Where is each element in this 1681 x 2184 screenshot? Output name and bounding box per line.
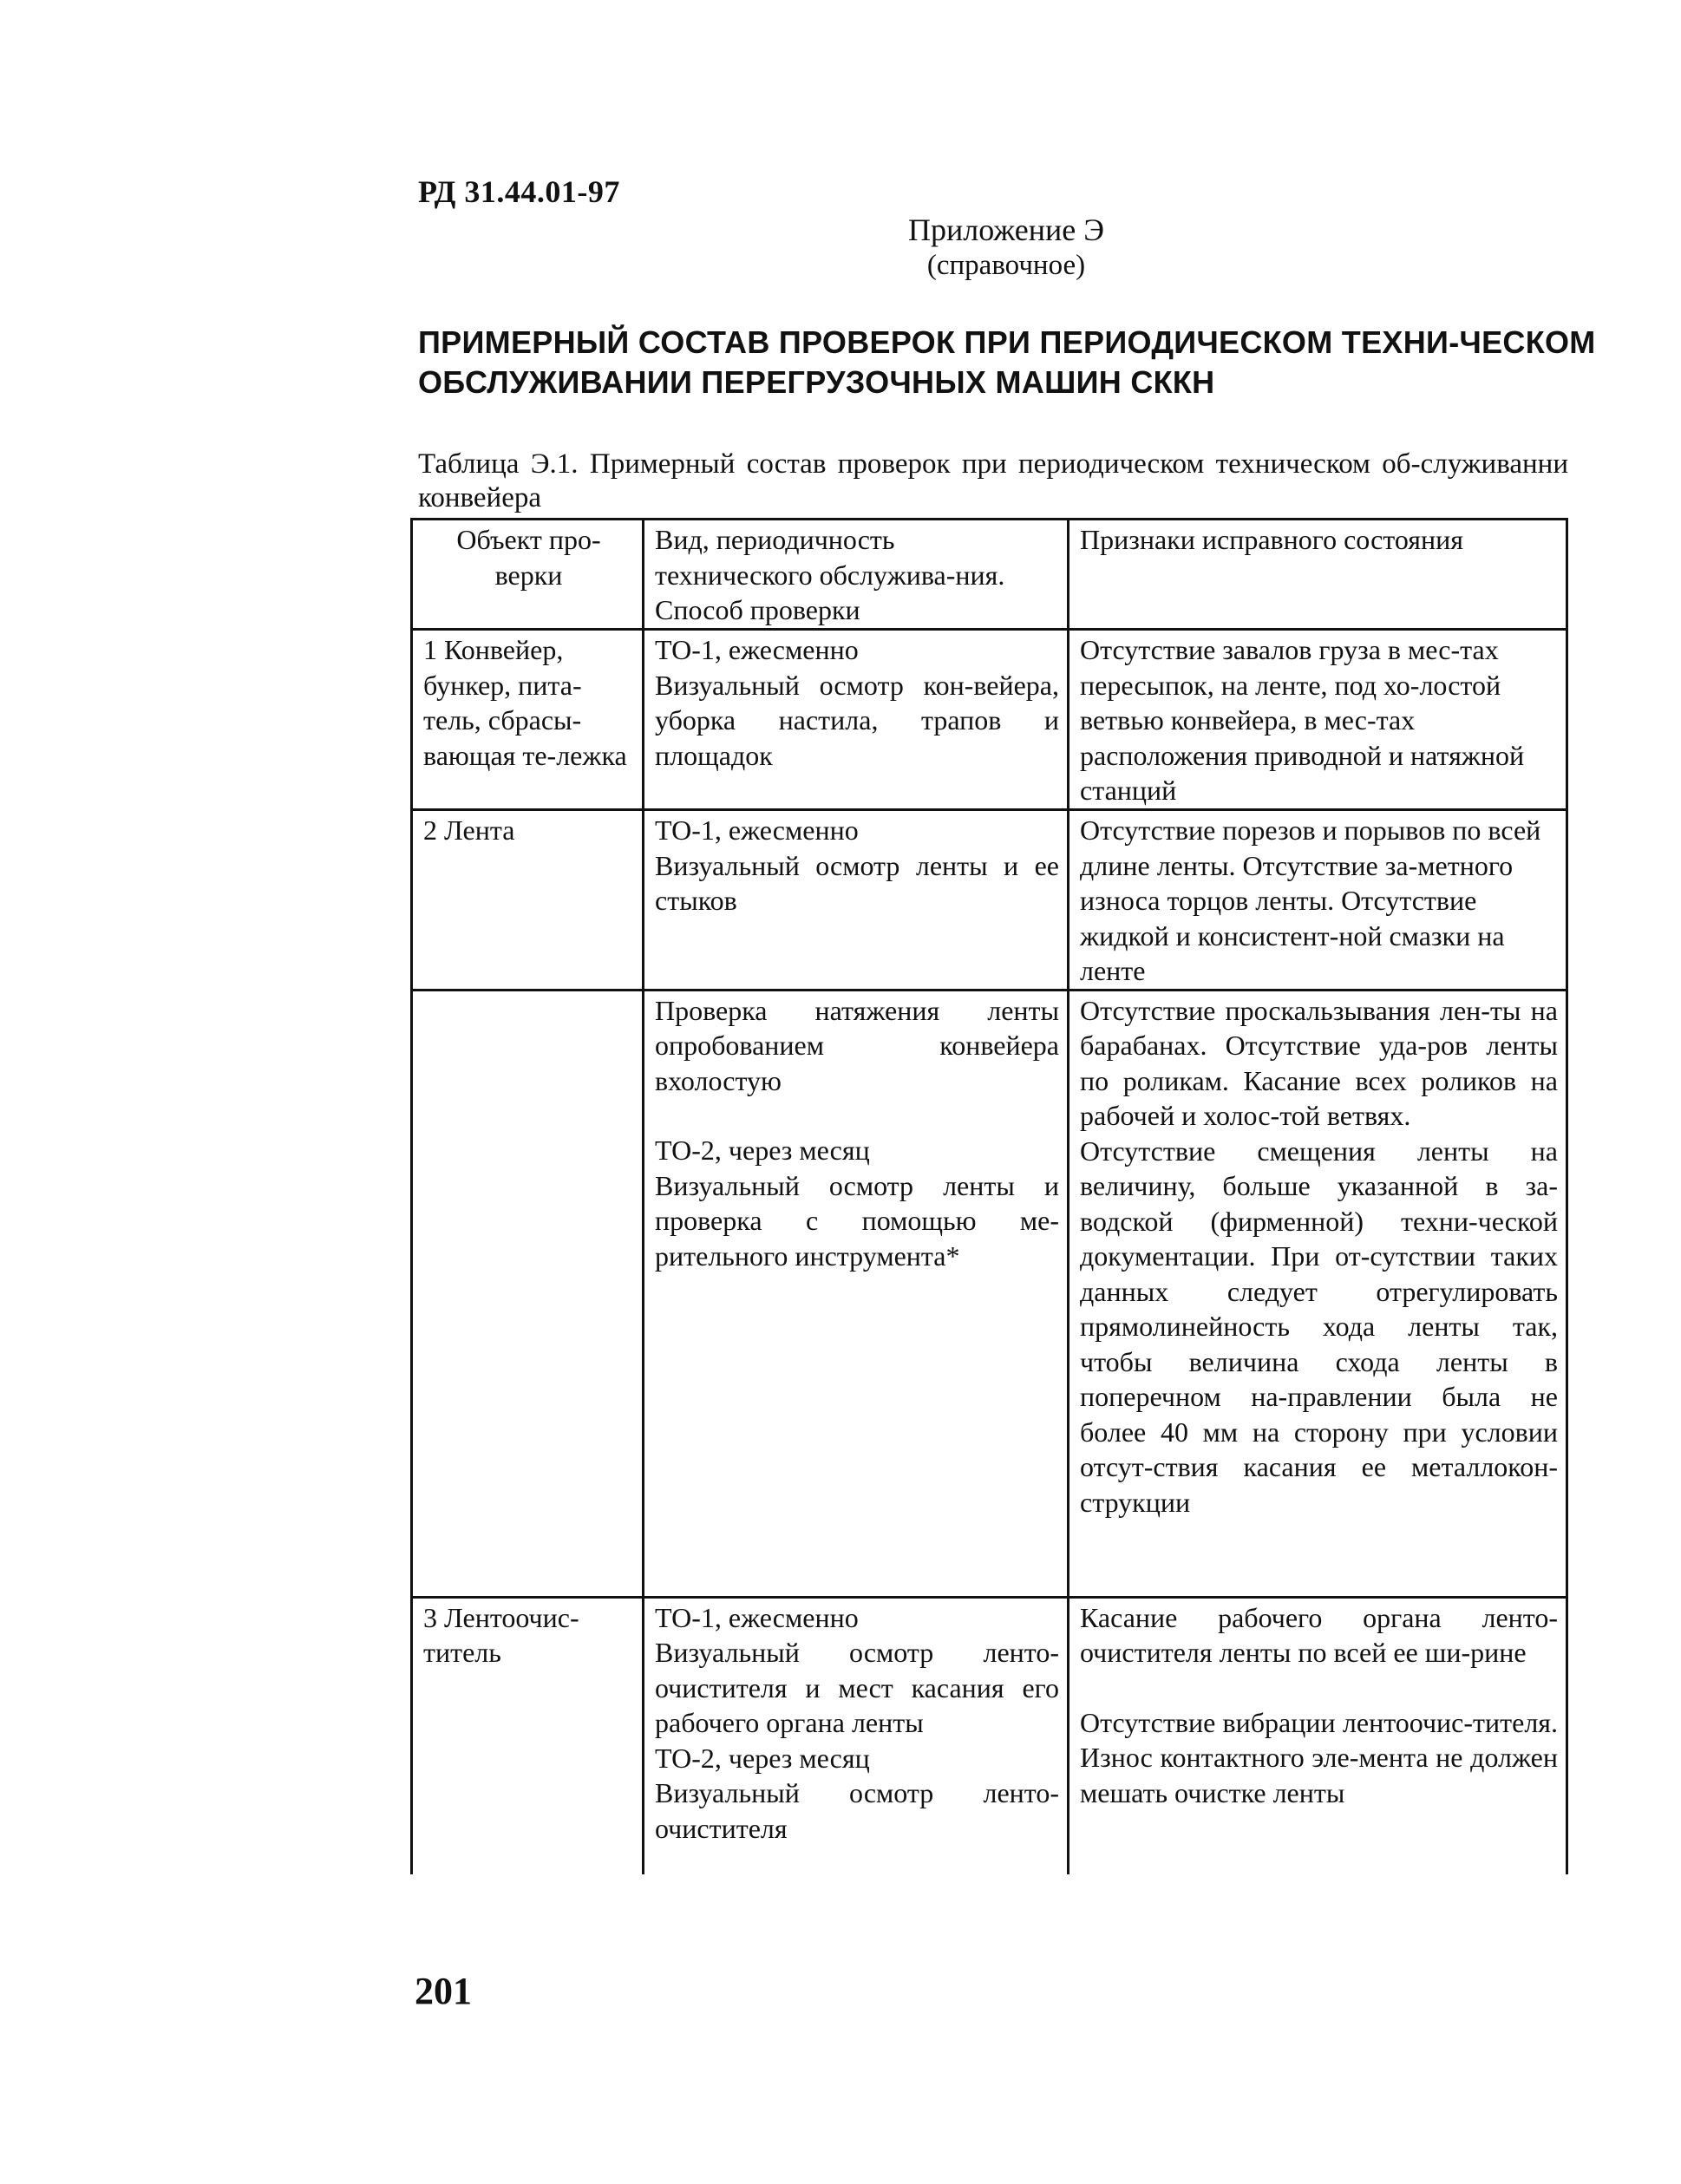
inspection-table bbox=[410, 518, 1568, 1874]
table-row bbox=[412, 630, 1567, 810]
table-row bbox=[412, 810, 1567, 991]
row-4-signs bbox=[1069, 1597, 1567, 1874]
page-title: ПРИМЕРНЫЙ СОСТАВ ПРОВЕРОК ПРИ ПЕРИОДИЧЕСКОМ ТЕХНИ-ЧЕСКОМ ОБСЛУЖИВАНИИ ПЕРЕГРУЗОЧНЫХ МАШИН СККН bbox=[418, 324, 1596, 400]
row-1-period: ТО-1, ежесменно bbox=[655, 634, 859, 665]
row-3-method: Проверка натяжения ленты опробованием конвейера вхолостую bbox=[655, 994, 1059, 1096]
row-3-spacer bbox=[655, 1098, 1059, 1133]
row-3-kind bbox=[644, 990, 1069, 1597]
row-4-signs-2: Отсутствие вибрации лентоочис-тителя. Износ контактного эле-мента не должен мешать очистке ленты bbox=[1080, 1706, 1558, 1808]
row-2-object: 2 Лента bbox=[412, 810, 644, 991]
header-signs: Признаки исправного состояния bbox=[1069, 520, 1567, 630]
row-3-method-2: Визуальный осмотр ленты и проверка с помощью ме-рительного инструмента* bbox=[655, 1169, 1059, 1272]
row-2-period: ТО-1, ежесменно bbox=[655, 814, 859, 846]
row-4-kind bbox=[644, 1597, 1069, 1874]
row-2-signs: Отсутствие порезов и порывов по всей длине ленты. Отсутствие за-метного износа торцов ленты. Отсутствие жидкой и консистент-ной смазки на ленте bbox=[1069, 810, 1567, 991]
row-3-period-2: ТО-2, через месяц bbox=[655, 1135, 870, 1166]
row-3-signs bbox=[1069, 990, 1567, 1597]
row-1-object: 1 Конвейер, бункер, пита-тель, сбрасы-вающая те-лежка bbox=[412, 630, 644, 810]
row-4-signs-1: Касание рабочего органа ленто-очистителя ленты по всей ее ши-рине bbox=[1080, 1601, 1558, 1668]
row-4-period-2: ТО-2, через месяц bbox=[655, 1742, 870, 1774]
table-caption: Таблица Э.1. Примерный состав проверок при периодическом техническом об-служиванни конвейера bbox=[418, 448, 1568, 513]
row-4-spacer bbox=[1080, 1671, 1558, 1705]
appendix-kind: (справочное) bbox=[926, 250, 1086, 281]
appendix-title: Приложение Э bbox=[908, 213, 1104, 247]
document-code: РД 31.44.01-97 bbox=[418, 174, 620, 209]
row-2-kind bbox=[644, 810, 1069, 991]
header-kind: Вид, периодичность технического обслужива-ния. Способ проверки bbox=[644, 520, 1069, 630]
row-4-period: ТО-1, ежесменно bbox=[655, 1601, 859, 1633]
row-4-method-2: Визуальный осмотр ленто-очистителя bbox=[655, 1777, 1059, 1844]
row-3-signs-2: Отсутствие смещения ленты на величину, больше указанной в за-водской (фирменной) техни-ческой документации. При от-сутствии таких данных следует отрегулировать прямолинейность хода ленты так, чтобы величина схода ленты в поперечном на-правлении была не более 40 мм на сторону при условии отсут-ствия касания ее металлокон-струкции bbox=[1080, 1135, 1558, 1518]
page-number: 201 bbox=[415, 1970, 472, 2012]
table-header-row bbox=[412, 520, 1567, 630]
row-4-method: Визуальный осмотр ленто-очистителя и мест касания его рабочего органа ленты bbox=[655, 1637, 1059, 1738]
row-4-object: 3 Лентоочис-титель bbox=[412, 1597, 644, 1874]
table-row bbox=[412, 990, 1567, 1597]
row-1-method: Визуальный осмотр кон-вейера, уборка настила, трапов и площадок bbox=[655, 669, 1059, 771]
row-3-object bbox=[412, 990, 644, 1597]
row-1-kind bbox=[644, 630, 1069, 810]
table-row bbox=[412, 1597, 1567, 1874]
header-object: Объект про-верки bbox=[412, 520, 644, 630]
row-1-signs: Отсутствие завалов груза в мес-тах пересыпок, на ленте, под хо-лостой ветвью конвейера, в мес-тах расположения приводной и натяжной станций bbox=[1069, 630, 1567, 810]
row-3-signs-1: Отсутствие проскальзывания лен-ты на барабанах. Отсутствие уда-ров ленты по роликам. Касание всех роликов на рабочей и холос-той ветвях. bbox=[1080, 994, 1558, 1131]
row-2-method: Визуальный осмотр ленты и ее стыков bbox=[655, 849, 1059, 916]
